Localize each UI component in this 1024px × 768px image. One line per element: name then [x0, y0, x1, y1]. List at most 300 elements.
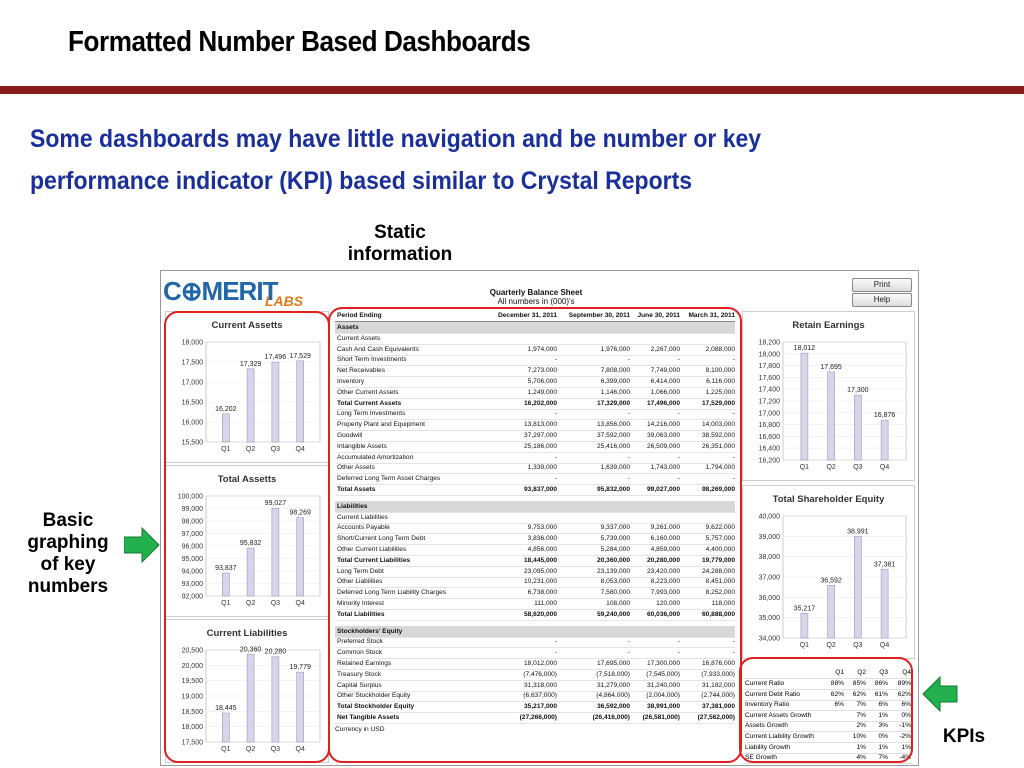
callout-basic-line2: graphing [27, 532, 109, 553]
kpi-cell: Q3 [879, 669, 888, 676]
cell: (26,416,000) [592, 714, 630, 721]
cell: - [554, 453, 557, 461]
kpi-cell: SE Growth [745, 754, 777, 762]
cell: 1,339,000 [527, 464, 557, 472]
cell: 1,974,000 [527, 345, 557, 353]
cell: 5,739,000 [600, 535, 630, 543]
cell: 20,360,000 [596, 556, 630, 564]
cell: December 31, 2011 [497, 312, 557, 319]
cell: 60,888,000 [701, 610, 735, 618]
data-label: 17,695 [820, 363, 842, 371]
cell: 4,859,000 [650, 546, 680, 553]
y-tick-label: 93,000 [181, 581, 203, 588]
y-tick-label: 18,200 [758, 339, 780, 347]
cell: Cash And Cash Equivalents [337, 345, 419, 353]
cell: 23,095,000 [523, 567, 557, 575]
y-tick-label: 20,000 [181, 662, 203, 670]
retain-earnings-chart [743, 312, 914, 480]
y-tick-label: 38,000 [758, 554, 780, 562]
callout-basic-line1: Basic [42, 510, 94, 531]
x-tick-label: Q1 [799, 642, 810, 649]
cell: Goodwill [337, 432, 363, 439]
y-tick-label: 18,500 [181, 708, 203, 716]
kpi-cell: 6% [834, 701, 844, 709]
cell: 8,053,000 [600, 578, 630, 586]
cell: Net Tangible Assets [337, 714, 400, 721]
kpi-cell: Assets Growth [745, 722, 788, 730]
kpi-cell: Liability Growth [745, 743, 791, 751]
data-label: 17,529 [289, 352, 311, 360]
cell: 58,620,000 [523, 610, 557, 618]
kpi-cell: 85% [852, 680, 866, 687]
cell: Retained Earnings [337, 660, 392, 667]
callout-static-line2: information [347, 244, 453, 265]
x-tick-label: Q1 [221, 600, 231, 607]
cell: 3,836,000 [527, 535, 557, 543]
cell: 16,202,000 [523, 399, 557, 407]
cell: 26,351,000 [701, 442, 735, 450]
cell: 7,993,000 [650, 589, 680, 597]
cell: 59,240,000 [596, 610, 630, 618]
cell: Property Plant and Equipment [337, 421, 425, 429]
cell: (27,266,000) [519, 714, 557, 721]
cell: (7,476,000) [523, 670, 557, 678]
cell: - [554, 649, 557, 657]
cell: 39,063,000 [646, 432, 680, 439]
cell: 1,743,000 [650, 464, 680, 472]
y-tick-label: 17,200 [758, 398, 780, 406]
cell: 108,000 [606, 600, 630, 607]
cell: 9,261,000 [650, 524, 680, 532]
kpi-cell: -4% [899, 754, 911, 762]
title-divider [0, 86, 1024, 94]
y-tick-label: 16,800 [758, 422, 780, 430]
y-tick-label: 16,000 [181, 419, 203, 427]
sheet-title: Quarterly Balance Sheet [489, 288, 583, 297]
y-tick-label: 16,500 [181, 399, 203, 407]
cell: - [627, 410, 630, 418]
cell: - [554, 475, 557, 483]
y-tick-label: 18,000 [758, 351, 780, 359]
subtitle-line-1: Some dashboards may have little navigation and be number or key [30, 125, 762, 153]
cell: (2,004,000) [646, 692, 680, 700]
print-button[interactable]: Print [852, 278, 912, 292]
y-tick-label: 36,000 [758, 594, 780, 602]
cell: 98,269,000 [701, 486, 735, 493]
y-tick-label: 35,000 [758, 615, 780, 623]
cell: Long Term Investments [337, 410, 406, 418]
cell: 6,399,000 [600, 378, 630, 385]
cell: Short/Current Long Term Debt [337, 535, 426, 543]
cell: 1,066,000 [650, 388, 680, 396]
cell: Other Current Assets [337, 388, 399, 396]
data-label: 37,381 [873, 561, 896, 569]
cell: 1,249,000 [527, 388, 557, 396]
x-tick-label: Q1 [799, 464, 810, 471]
cell: - [732, 649, 735, 657]
cell: 8,252,000 [705, 589, 735, 597]
x-tick-label: Q2 [245, 446, 256, 453]
data-label: 35,217 [793, 605, 816, 613]
cell: 37,297,000 [523, 432, 557, 439]
kpis-callout: KPIs [942, 726, 986, 747]
x-tick-label: Q2 [245, 746, 256, 753]
y-tick-label: 16,200 [758, 457, 780, 465]
y-tick-label: 34,000 [758, 635, 780, 643]
subtitle-line-2: performance indicator (KPI) based similar to Crystal Reports [30, 167, 693, 195]
shareholder-equity-chart [743, 486, 914, 658]
y-tick-label: 99,000 [181, 506, 203, 513]
kpi-cell: Q4 [902, 669, 911, 676]
cell: - [677, 410, 680, 418]
kpi-cell: 7% [856, 701, 866, 709]
cell: June 30, 2011 [637, 312, 680, 319]
cell: 4,400,000 [705, 546, 735, 553]
cell: - [732, 453, 735, 461]
cell: 18,012,000 [523, 660, 557, 667]
y-tick-label: 97,000 [181, 531, 203, 538]
cell: 9,337,000 [600, 524, 630, 532]
cell: Intangible Assets [337, 442, 387, 450]
cell: 17,529,000 [701, 399, 735, 407]
y-tick-label: 39,000 [758, 533, 780, 541]
x-tick-label: Q4 [295, 600, 305, 607]
basic-graphing-callout [12, 510, 124, 598]
cell: Other Stockholder Equity [337, 692, 411, 700]
data-label: 18,445 [215, 705, 237, 713]
cell: 5,284,000 [600, 546, 630, 553]
right-arrow-icon [124, 527, 160, 563]
cell: Accumulated Amortization [337, 453, 414, 461]
y-tick-label: 20,500 [181, 647, 203, 655]
cell: - [554, 356, 557, 364]
cell: - [677, 649, 680, 657]
x-tick-label: Q3 [270, 600, 281, 607]
cell: - [627, 453, 630, 461]
cell: Liabilities [337, 502, 368, 510]
cell: 13,813,000 [523, 421, 557, 429]
bar-q1 [801, 613, 808, 638]
cell: 9,622,000 [705, 524, 735, 532]
x-tick-label: Q3 [853, 464, 863, 471]
cell: 6,414,000 [650, 378, 680, 385]
cell: 17,300,000 [646, 660, 680, 667]
data-label: 38,991 [847, 528, 869, 536]
y-tick-label: 15,500 [181, 439, 203, 447]
cell: 6,160,000 [650, 535, 680, 543]
y-tick-label: 94,000 [181, 568, 203, 576]
static-information-callout [330, 222, 470, 266]
kpi-cell: 4% [856, 754, 866, 762]
data-label: 99,027 [264, 500, 287, 508]
cell: Preferred Stock [337, 638, 383, 646]
kpi-cell: 2% [856, 722, 866, 730]
cell: (6,637,000) [523, 692, 557, 700]
sheet-subtitle: All numbers in (000)'s [497, 297, 575, 306]
y-tick-label: 18,000 [181, 724, 203, 732]
kpi-cell: 3% [878, 722, 888, 730]
cell: Accounts Payable [337, 524, 390, 532]
kpi-cell: 86% [874, 680, 888, 687]
y-tick-label: 96,000 [181, 543, 203, 551]
bar-q2 [828, 585, 835, 638]
cell: Other Assets [337, 464, 375, 472]
data-label: 18,012 [793, 345, 816, 353]
help-button[interactable]: Help [852, 293, 912, 307]
data-label: 36,592 [820, 577, 842, 585]
cell: 14,216,000 [646, 421, 680, 429]
highlight-sheet [328, 307, 742, 763]
cell: 7,273,000 [527, 367, 557, 375]
x-tick-label: Q2 [826, 464, 836, 471]
y-tick-label: 92,000 [181, 593, 203, 601]
cell: Deferred Long Term Liability Charges [337, 589, 447, 597]
kpi-cell: 89% [897, 680, 911, 687]
cell: 31,182,000 [701, 681, 735, 689]
cell: (26,581,000) [642, 714, 680, 721]
cell: 9,753,000 [527, 524, 557, 532]
cell: Net Receivables [337, 367, 386, 375]
cell: (27,562,000) [697, 714, 735, 721]
x-tick-label: Q3 [853, 642, 863, 649]
x-tick-label: Q2 [245, 600, 256, 607]
cell: Other Current Liabilities [337, 546, 407, 553]
kpi-cell: Current Ratio [745, 680, 785, 687]
kpi-cell: 1% [878, 711, 888, 719]
cell: - [627, 638, 630, 646]
kpi-cell: Inventory Ratio [745, 701, 790, 709]
cell: Common Stock [337, 649, 383, 657]
cell: Inventory [337, 378, 365, 385]
cell: 24,288,000 [701, 567, 735, 575]
y-tick-label: 17,500 [181, 359, 203, 367]
x-tick-label: Q1 [221, 746, 231, 753]
cell: (4,864,000) [596, 692, 630, 700]
kpi-cell: 62% [897, 690, 911, 698]
y-tick-label: 19,500 [181, 678, 203, 686]
highlight-charts [164, 311, 330, 763]
x-tick-label: Q3 [270, 446, 281, 453]
kpi-cell: Current Assets Growth [745, 711, 812, 719]
x-tick-label: Q3 [270, 746, 281, 753]
data-label: 19,779 [289, 664, 311, 672]
cell: 2,088,000 [705, 345, 735, 353]
kpi-cell: Current Debt Ratio [745, 690, 800, 698]
cell: 1,146,000 [600, 388, 630, 396]
cell: Total Stockholder Equity [337, 703, 415, 711]
kpi-cell: -1% [899, 722, 911, 730]
kpi-cell: 88% [830, 680, 844, 687]
bar-q2 [828, 372, 835, 460]
cell: Assets [337, 324, 359, 331]
cell: Period Ending [337, 312, 382, 319]
cell: - [627, 356, 630, 364]
y-tick-label: 100,000 [177, 493, 203, 501]
kpi-cell: Current Liability Growth [745, 733, 814, 740]
cell: 16,876,000 [701, 660, 735, 667]
cell: 7,749,000 [650, 367, 680, 375]
cell: 17,496,000 [646, 399, 680, 407]
cell: 14,003,000 [701, 421, 735, 429]
cell: Total Current Liabilities [337, 556, 411, 564]
y-tick-label: 16,600 [758, 433, 780, 441]
data-label: 17,496 [264, 354, 287, 362]
cell: 20,280,000 [646, 556, 680, 564]
bar-q1 [801, 353, 808, 460]
cell: 25,416,000 [596, 442, 630, 450]
cell: Long Term Debt [337, 567, 384, 575]
y-tick-label: 17,000 [758, 410, 780, 418]
cell: 8,223,000 [650, 578, 680, 586]
y-tick-label: 16,400 [758, 445, 780, 453]
cell: 25,186,000 [523, 442, 557, 450]
left-arrow-icon [922, 676, 958, 712]
cell: - [677, 453, 680, 461]
cell: 1,976,000 [600, 345, 630, 353]
kpi-cell: 7% [878, 754, 888, 762]
dashboard-screenshot [160, 270, 919, 766]
cell: 10,231,000 [523, 578, 557, 586]
cell: 93,837,000 [523, 486, 557, 493]
data-label: 20,280 [264, 648, 287, 656]
chart-title: Current Assetts [211, 320, 283, 331]
cell: 17,329,000 [596, 399, 630, 407]
comerit-logo: C⊕MERIT LABS [163, 276, 304, 309]
y-tick-label: 17,500 [181, 739, 203, 747]
cell: 60,036,000 [646, 610, 680, 618]
cell: 26,509,000 [646, 442, 680, 450]
y-tick-label: 17,400 [758, 386, 780, 394]
cell: - [627, 475, 630, 483]
cell: Current Assets [337, 334, 381, 342]
cell: (7,933,000) [701, 670, 735, 678]
cell: 5,706,000 [527, 378, 557, 385]
data-label: 16,202 [215, 405, 237, 413]
cell: - [677, 475, 680, 483]
cell: 99,027,000 [646, 486, 680, 493]
kpi-cell: 1% [878, 743, 888, 751]
chart-title: Total Shareholder Equity [772, 494, 885, 505]
data-label: 93,837 [215, 565, 237, 573]
kpi-cell: 1% [901, 743, 911, 751]
bar-q3 [854, 395, 861, 460]
cell: 35,217,000 [523, 703, 557, 711]
cell: 7,580,000 [600, 589, 630, 597]
cell: Total Current Assets [337, 399, 402, 407]
kpi-cell: 62% [830, 690, 844, 698]
cell: 23,139,000 [596, 567, 630, 575]
cell: 95,832,000 [596, 486, 630, 493]
x-tick-label: Q4 [295, 446, 305, 453]
cell: Total Liabilities [337, 610, 385, 618]
kpi-cell: 0% [878, 733, 888, 740]
cell: 23,420,000 [646, 567, 680, 575]
data-label: 95,832 [239, 540, 262, 548]
cell: 31,240,000 [646, 681, 680, 689]
callout-basic-line4: numbers [27, 576, 109, 597]
y-tick-label: 17,600 [758, 374, 780, 382]
cell: Capital Surplus [337, 681, 382, 689]
bar-q4 [881, 569, 888, 638]
cell: Current Liabilities [337, 513, 388, 521]
data-label: 17,329 [239, 360, 262, 368]
data-label: 17,300 [847, 387, 869, 395]
cell: 1,225,000 [705, 388, 735, 396]
cell: 4,856,000 [527, 546, 557, 553]
cell: 37,381,000 [701, 703, 735, 711]
cell: - [554, 410, 557, 418]
bar-q3 [854, 537, 861, 638]
cell: 31,318,000 [523, 681, 557, 689]
callout-basic-line3: of key [40, 554, 96, 575]
kpi-cell: 61% [874, 690, 888, 698]
cell: (7,545,000) [646, 670, 680, 678]
y-tick-label: 19,000 [181, 693, 203, 701]
cell: 8,451,000 [705, 578, 735, 586]
x-tick-label: Q4 [295, 746, 305, 753]
cell: Short Term Investments [337, 356, 407, 364]
kpi-cell: -2% [899, 733, 911, 740]
chart-title: Current Liabilities [206, 628, 288, 639]
chart-title: Retain Earnings [792, 320, 865, 331]
cell: Deferred Long Term Asset Charges [337, 475, 441, 483]
slide-subtitle [30, 118, 913, 202]
kpi-cell: 6% [878, 701, 888, 709]
cell: 31,279,000 [596, 681, 630, 689]
chart-panel-shareholder-equity [742, 485, 915, 659]
chart-panel-retain-earnings [742, 311, 915, 481]
x-tick-label: Q1 [221, 446, 231, 453]
kpi-cell: Q2 [857, 669, 866, 676]
cell: Minority Interest [337, 600, 384, 607]
kpi-cell: 6% [901, 701, 911, 709]
x-tick-label: Q2 [826, 642, 836, 649]
data-label: 16,876 [873, 412, 896, 420]
kpi-cell: 7% [856, 711, 866, 719]
cell: 1,639,000 [600, 464, 630, 472]
cell: - [732, 356, 735, 364]
cell: 6,116,000 [706, 378, 735, 385]
cell: - [677, 356, 680, 364]
y-tick-label: 17,000 [181, 379, 203, 387]
cell: Treasury Stock [337, 670, 382, 678]
kpi-cell: Q1 [835, 669, 844, 676]
cell: - [627, 649, 630, 657]
cell: 111,000 [534, 600, 557, 607]
kpi-cell: 1% [856, 743, 866, 751]
kpi-cell: 10% [852, 733, 866, 740]
slide-title: Formatted Number Based Dashboards [68, 26, 531, 58]
cell: 36,592,000 [596, 703, 630, 711]
cell: - [732, 475, 735, 483]
cell: Total Assets [337, 486, 376, 493]
cell: - [732, 638, 735, 646]
cell: 1,794,000 [705, 464, 735, 472]
data-label: 98,269 [289, 509, 311, 517]
cell: September 30, 2011 [568, 312, 630, 319]
cell: 118,000 [711, 600, 735, 607]
cell: - [732, 410, 735, 418]
x-tick-label: Q4 [879, 642, 890, 649]
callout-static-line1: Static [374, 222, 426, 243]
cell: (2,744,000) [701, 692, 735, 700]
cell: 17,695,000 [596, 660, 630, 667]
cell: 8,100,000 [705, 367, 735, 375]
cell: 7,808,000 [600, 367, 630, 375]
y-tick-label: 98,000 [181, 518, 203, 526]
cell: 18,445,000 [523, 556, 557, 564]
cell: (7,518,000) [596, 670, 630, 678]
